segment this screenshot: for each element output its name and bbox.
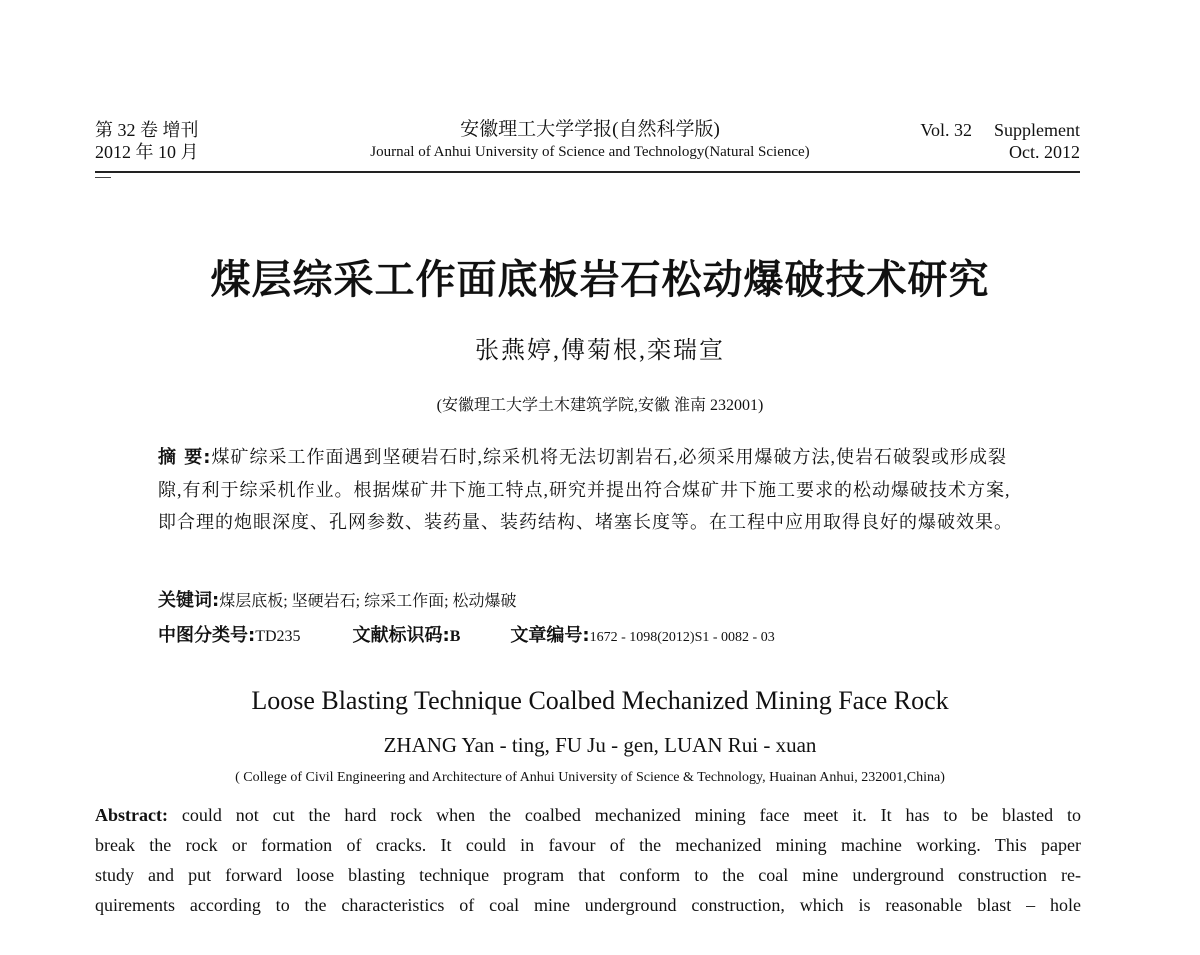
header-left — [95, 119, 199, 163]
volume-issue-cn: 第 32 卷 增刊 — [95, 120, 199, 140]
abstract-en-line1: could not cut the hard rock when the coalbed mechanized mining face meet it. It has to be blasted to — [167, 805, 1081, 825]
header-right — [920, 119, 1080, 163]
volume-en: Vol. 32 — [920, 120, 972, 140]
affiliation-cn: (安徽理工大学土木建筑学院,安徽 淮南 232001) — [436, 397, 764, 414]
abstract-en-label: Abstract — [95, 805, 162, 825]
abstract-en-line4: quirements according to the characteristics of coal mine underground construction, which is reasonable blast – hole — [95, 895, 1081, 915]
abstract-en-line3: study and put forward loose blasting technique program that conform to the coal mine underground construction re- — [95, 865, 1081, 885]
article-number-value: 1672 - 1098(2012)S1 - 0082 - 03 — [589, 630, 775, 645]
article-number-label: 文章编号: — [510, 625, 590, 646]
abstract-cn-label: 摘 要: — [158, 447, 212, 468]
abstract-en — [95, 800, 1081, 920]
supplement-en: Supplement — [994, 120, 1080, 140]
doc-code-label: 文献标识码: — [352, 625, 450, 646]
abstract-en-line — [95, 800, 1081, 830]
keywords-cn-text: 煤层底板; 坚硬岩石; 综采工作面; 松动爆破 — [219, 593, 517, 610]
abstract-en-line2: break the rock or formation of cracks. It could in favour of the mechanized mining machine working. This paper — [95, 835, 1081, 855]
authors-en: ZHANG Yan - ting, FU Ju - gen, LUAN Rui - xuan — [383, 733, 817, 757]
classification-cn — [158, 624, 775, 650]
paper-title-en: Loose Blasting Technique Coalbed Mechanized Mining Face Rock — [251, 686, 949, 715]
date-cn: 2012 年 10 月 — [95, 142, 199, 162]
abstract-cn-text: 煤矿综采工作面遇到坚硬岩石时,综采机将无法切割岩石,必须采用爆破方法,使岩石破裂或形成裂隙,有利于综采机作业。根据煤矿井下施工特点,研究并提出符合煤矿井下施工要求的松动爆破技术方案,即合理的炮眼深度、孔网参数、装药量、装药结构、堵塞长度等。在工程中应用取得良好的爆破效果。 — [158, 447, 1013, 532]
journal-name-cn: 安徽理工大学学报(自然科学版) — [460, 119, 720, 140]
affiliation-en: ( College of Civil Engineering and Architecture of Anhui University of Science & Technology, Huainan Anhui, 232001,China) — [235, 770, 945, 785]
keywords-cn-label: 关键词: — [158, 590, 220, 611]
paper-title-cn: 煤层综采工作面底板岩石松动爆破技术研究 — [210, 257, 990, 302]
abstract-cn — [158, 441, 1018, 538]
header-rule-stub — [95, 177, 111, 178]
keywords-cn — [158, 590, 517, 613]
journal-name-en: Journal of Anhui University of Science and Technology(Natural Science) — [370, 144, 810, 160]
clc-label: 中图分类号: — [158, 625, 256, 646]
header-center — [300, 119, 880, 163]
authors-cn: 张燕婷,傅菊根,栾瑞宣 — [475, 338, 725, 364]
abstract-en-separator: : — [161, 805, 168, 825]
date-en: Oct. 2012 — [1009, 142, 1080, 162]
clc-value: TD235 — [255, 628, 301, 645]
header-rule — [95, 171, 1080, 173]
doc-code-value: B — [449, 628, 461, 645]
